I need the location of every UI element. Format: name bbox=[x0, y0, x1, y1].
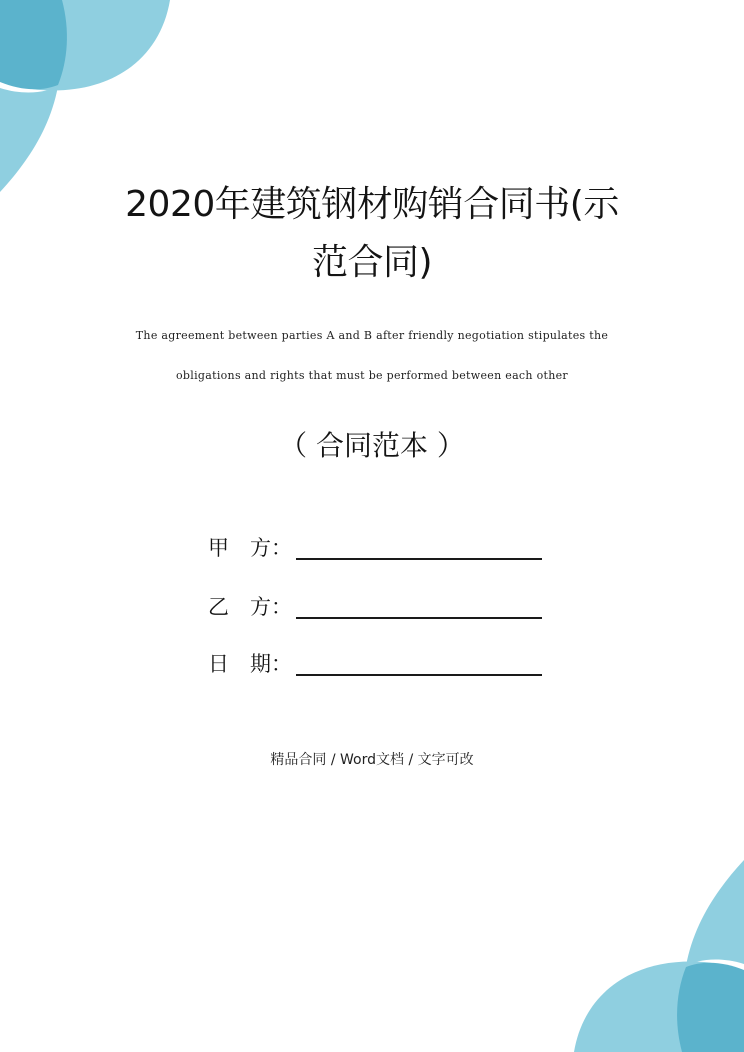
document-title bbox=[112, 176, 632, 292]
party-a-label: 甲 方： bbox=[208, 536, 292, 560]
corner-decoration-bottom-right bbox=[564, 852, 744, 1052]
date-field bbox=[208, 648, 542, 678]
party-a-input-line[interactable] bbox=[296, 558, 542, 560]
decor-leaf-light bbox=[686, 860, 744, 966]
decor-circle-light bbox=[0, 0, 170, 90]
decor-circle-light bbox=[574, 962, 744, 1052]
title-line-2: 范合同) bbox=[311, 242, 433, 283]
decor-circle-dark bbox=[0, 0, 67, 89]
decor-circle-dark bbox=[677, 963, 744, 1052]
title-line-1: 2020年建筑钢材购销合同书(示 bbox=[125, 184, 619, 225]
party-a-field bbox=[208, 532, 542, 562]
contract-template-label: （ 合同范本 ） bbox=[279, 429, 465, 462]
date-input-line[interactable] bbox=[296, 674, 542, 676]
english-subtitle-line-2: obligations and rights that must be performed between each other bbox=[176, 369, 568, 382]
corner-decoration-top-left bbox=[0, 0, 180, 200]
document-footer-note: 精品合同 / Word文档 / 文字可改 bbox=[270, 752, 474, 768]
party-b-label: 乙 方： bbox=[208, 595, 292, 619]
decor-leaf-light bbox=[0, 86, 58, 192]
party-b-field bbox=[208, 591, 542, 621]
date-label: 日 期： bbox=[208, 652, 292, 676]
english-subtitle-line-1: The agreement between parties A and B after friendly negotiation stipulates the bbox=[135, 329, 609, 342]
party-b-input-line[interactable] bbox=[296, 617, 542, 619]
